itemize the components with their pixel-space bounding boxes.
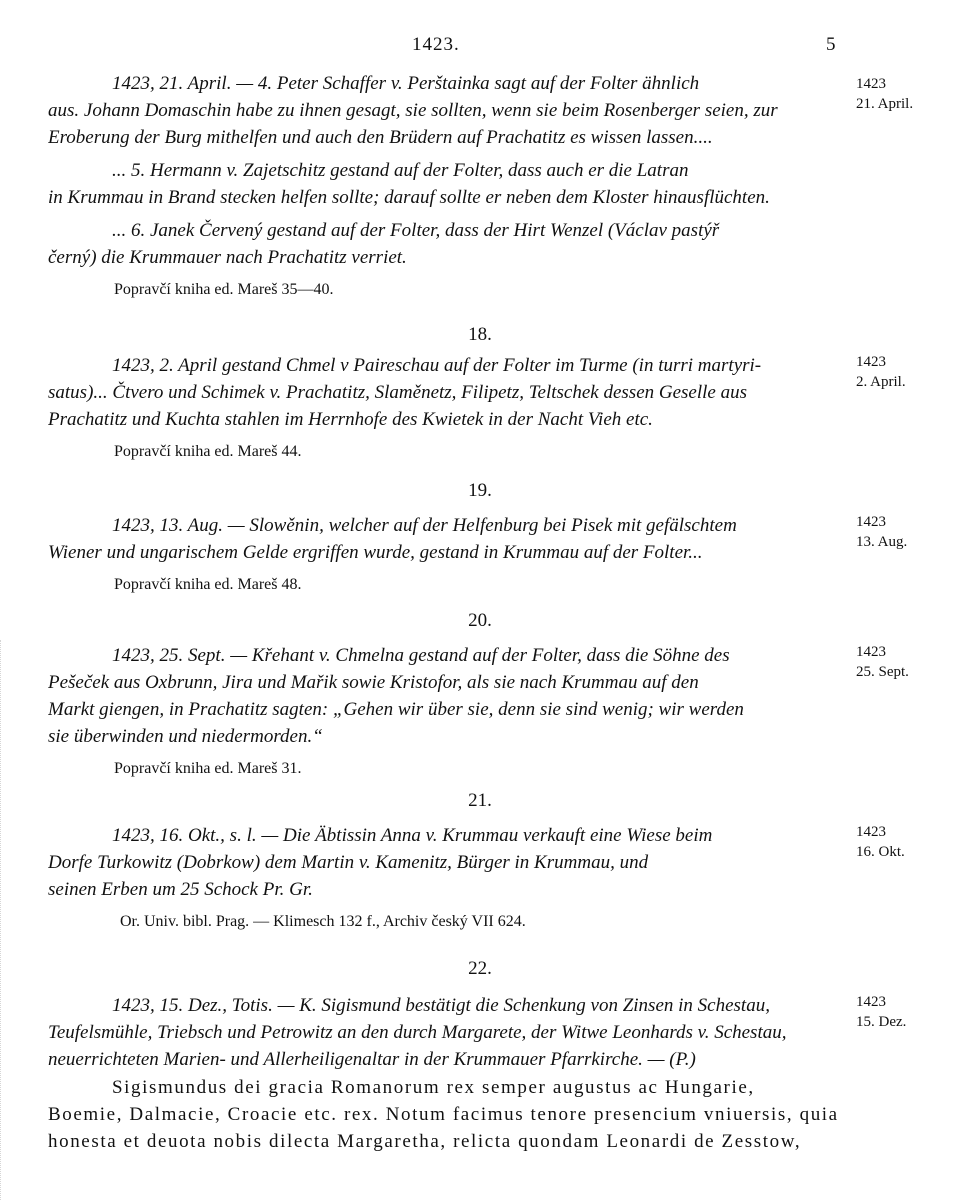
scan-edge-mark bbox=[0, 640, 4, 1200]
entry-20-text bbox=[48, 642, 840, 780]
entry-18-number: 18. bbox=[468, 324, 492, 345]
entry-19-line: 1423, 13. Aug. — Slowěnin, welcher auf der Helfenburg bei Pisek mit gefälschtem bbox=[112, 515, 737, 536]
entry-21-line: Dorfe Turkowitz (Dobrkow) dem Martin v. Kamenitz, Bürger in Krummau, und bbox=[48, 852, 649, 873]
entry-20-margin-date bbox=[856, 642, 946, 682]
entry-18-text bbox=[48, 352, 840, 463]
latin-line: Sigismundus dei gracia Romanorum rex semper augustus ac Hungarie, bbox=[112, 1077, 755, 1098]
entry-22-margin-date bbox=[856, 992, 946, 1032]
entry-17-line: Eroberung der Burg mithelfen und auch den Brüdern auf Prachatitz es wissen lassen.... bbox=[48, 127, 713, 148]
margin-year: 1423 bbox=[856, 76, 886, 92]
margin-date: 13. Aug. bbox=[856, 534, 908, 550]
latin-line: Boemie, Dalmacie, Croacie etc. rex. Notum facimus tenore presencium vniuersis, quia bbox=[48, 1104, 839, 1125]
entry-21-source: Or. Univ. bibl. Prag. — Klimesch 132 f., Archiv český VII 624. bbox=[120, 913, 526, 930]
entry-20-line: 1423, 25. Sept. — Křehant v. Chmelna gestand auf der Folter, dass die Söhne des bbox=[112, 645, 730, 666]
page-number: 5 bbox=[826, 34, 836, 55]
entry-19-number: 19. bbox=[468, 480, 492, 501]
entry-22-line: neuerrichteten Marien- und Allerheiligenaltar in der Krummauer Pfarrkirche. — (P.) bbox=[48, 1049, 696, 1070]
margin-date: 15. Dez. bbox=[856, 1014, 907, 1030]
entry-22-text bbox=[48, 992, 840, 1073]
margin-year: 1423 bbox=[856, 994, 886, 1010]
entry-22-number: 22. bbox=[468, 958, 492, 979]
entry-18-margin-date bbox=[856, 352, 946, 392]
margin-date: 21. April. bbox=[856, 96, 914, 112]
entry-21-line: seinen Erben um 25 Schock Pr. Gr. bbox=[48, 879, 313, 900]
margin-year: 1423 bbox=[856, 514, 886, 530]
margin-date: 16. Okt. bbox=[856, 844, 905, 860]
entry-17-line: ... 6. Janek Červený gestand auf der Folter, dass der Hirt Wenzel (Václav pastýř bbox=[112, 220, 720, 241]
entry-17-line: 1423, 21. April. — 4. Peter Schaffer v. Perštainka sagt auf der Folter ähnlich bbox=[112, 73, 700, 94]
entry-22-line: Teufelsmühle, Triebsch und Petrowitz an den durch Margarete, der Witwe Leonhards v. Schestau, bbox=[48, 1022, 787, 1043]
entry-22-latin-text bbox=[48, 1074, 840, 1155]
entry-18-line: satus)... Čtvero und Schimek v. Prachatitz, Slaměnetz, Filipetz, Teltschek dessen Geselle aus bbox=[48, 382, 748, 403]
entry-21-line: 1423, 16. Okt., s. l. — Die Äbtissin Anna v. Krummau verkauft eine Wiese beim bbox=[112, 825, 713, 846]
entry-17-line: ... 5. Hermann v. Zajetschitz gestand auf der Folter, dass auch er die Latran bbox=[112, 160, 689, 181]
entry-20-line: Pešeček aus Oxbrunn, Jira und Mařik sowie Kristofor, als sie nach Krummau auf den bbox=[48, 672, 699, 693]
margin-year: 1423 bbox=[856, 644, 886, 660]
entry-21-number: 21. bbox=[468, 790, 492, 811]
entry-19-text bbox=[48, 512, 840, 596]
margin-date: 25. Sept. bbox=[856, 664, 909, 680]
entry-20-line: Markt giengen, in Prachatitz sagten: „Gehen wir über sie, denn sie sind wenig; wir werden bbox=[48, 699, 744, 720]
entry-19-margin-date bbox=[856, 512, 946, 552]
entry-21-margin-date bbox=[856, 822, 946, 862]
entry-17-source: Popravčí kniha ed. Mareš 35—40. bbox=[114, 281, 334, 298]
entry-20-line: sie überwinden und niedermorden.“ bbox=[48, 726, 323, 747]
entry-17-text bbox=[48, 70, 840, 301]
entry-17-line: aus. Johann Domaschin habe zu ihnen gesagt, sie sollten, wenn sie beim Rosenberger seien, zur bbox=[48, 100, 778, 121]
margin-date: 2. April. bbox=[856, 374, 906, 390]
entry-21-text bbox=[48, 822, 840, 933]
entry-22-line: 1423, 15. Dez., Totis. — K. Sigismund bestätigt die Schenkung von Zinsen in Schestau, bbox=[112, 995, 770, 1016]
entry-18-source: Popravčí kniha ed. Mareš 44. bbox=[114, 443, 302, 460]
entry-17-line: in Krummau in Brand stecken helfen sollte; darauf sollte er neben dem Kloster hinausflüchten. bbox=[48, 187, 770, 208]
entry-17-line: černý) die Krummauer nach Prachatitz verriet. bbox=[48, 247, 407, 268]
entry-19-source: Popravčí kniha ed. Mareš 48. bbox=[114, 576, 302, 593]
margin-year: 1423 bbox=[856, 354, 886, 370]
entry-20-number: 20. bbox=[468, 610, 492, 631]
page-header bbox=[0, 34, 960, 58]
latin-line: honesta et deuota nobis dilecta Margaretha, relicta quondam Leonardi de Zesstow, bbox=[48, 1131, 802, 1152]
entry-17-margin-date bbox=[856, 74, 946, 114]
margin-year: 1423 bbox=[856, 824, 886, 840]
entry-18-line: Prachatitz und Kuchta stahlen im Herrnhofe des Kwietek in der Nacht Vieh etc. bbox=[48, 409, 653, 430]
entry-20-source: Popravčí kniha ed. Mareš 31. bbox=[114, 760, 302, 777]
entry-18-line: 1423, 2. April gestand Chmel v Paireschau auf der Folter im Turme (in turri martyri- bbox=[112, 355, 762, 376]
header-year: 1423. bbox=[412, 34, 460, 55]
entry-19-line: Wiener und ungarischem Gelde ergriffen wurde, gestand in Krummau auf der Folter... bbox=[48, 542, 703, 563]
